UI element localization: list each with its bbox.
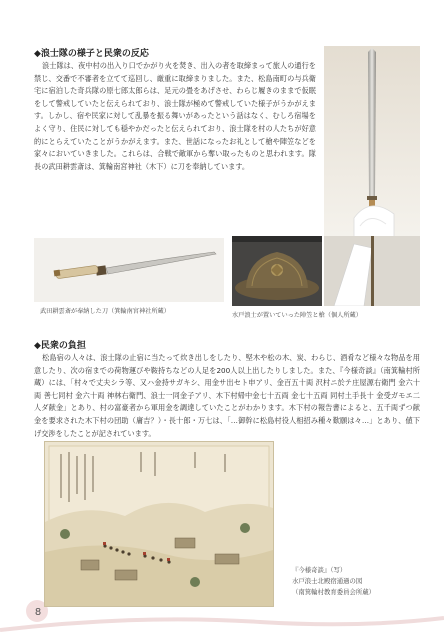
section-heading-burden: ◆民衆の負担	[34, 341, 86, 351]
sword-vertical-photo	[324, 46, 420, 264]
caption-scroll-line1: 『今様奇談』（写）	[292, 566, 347, 574]
footer-decoration	[0, 612, 444, 635]
jingasa-helmet-photo	[232, 236, 322, 306]
paragraph-text: 松島宿の人々は、浪士隊の止宿に当たって炊き出しをしたり、堅木や松の木、炭、わらじ、酒肴など様々な物品を用意したり、次の宿までの荷物運びや鞍持ちなどの人足を200人以上出したりしました。また、『今様奇談』（南箕輪村所蔵）には、「村々で丈夫シラ等、又ハ金持サガキシ、用金サ出セト申アリ、金百五十両 沢村ニ於テ庄屋源右衛門 金六十両 善七同村 金六十両 神林右衛門、浪士一同金子アリ、木下村帰中金七十五両 金七十五両 同村土手長十 金受ガモエ二人ダ献金」とあり、村の富豪者から軍用金を調達していたことがわかります。木下村の報告書によると、五千両ずつ献金を要求された木下村の団助（庸吉？）・長十郎・万七は、「…御幹に松島村役人相招み種々歎願は々…」とあり、値下げ交渉をしたことが記されています。	[34, 353, 420, 438]
paragraph-text: 浪士隊は、夜中村の出入り口でかがり火を焚き、出入の者を取締まって旅人の通行を禁じ、交番で不審者を立てて巡回し、厳重に取締まりました。また、松島南町の与兵衛宅に宿泊した奇兵隊の原七郎太郎らは、足元の畳をあげさせ、わらじ履きのままで仮眠をして警戒していたと伝えられており、浪士隊が極めて警戒していた様子がうかがえます。しかし、宿や民家に対して乱暴を振る舞いがあったという話はなく、むしろ宿場をよく守り、住民に対しても穏やかだったと伝えられており、浪士隊を村の人たちが好意的にとらえていたことがうかがえます。また、世話になったお礼として槍や陣笠などを家々においていきました。これらは、合戦で敵軍から奪い取ったものと思われます。隊長の武田耕雲斎は、箕輪南宮神社（木下）に刀を奉納しています。	[34, 61, 316, 171]
section-paragraph-burden	[34, 352, 420, 440]
short-sword-photo	[34, 238, 224, 302]
caption-scroll-line3: （南箕輪村教育委員会所蔵）	[292, 588, 376, 596]
caption-helmet: 水戸浪士が置いていった陣笠と槍（個人所蔵）	[232, 312, 362, 319]
section-heading-ronin-behavior: ◆浪士隊の様子と民衆の反応	[34, 49, 149, 59]
konyo-kidan-scroll-image	[44, 441, 274, 607]
caption-scroll-line2: 水戸浪士北殿宿通過の図	[292, 577, 363, 585]
section-paragraph-ronin-behavior	[34, 60, 316, 173]
caption-sword: 武田耕雲斎が奉納した刀（箕輪南宮神社所蔵）	[40, 308, 170, 315]
spear-cover-photo	[324, 236, 420, 306]
page-number: 8	[30, 604, 46, 620]
